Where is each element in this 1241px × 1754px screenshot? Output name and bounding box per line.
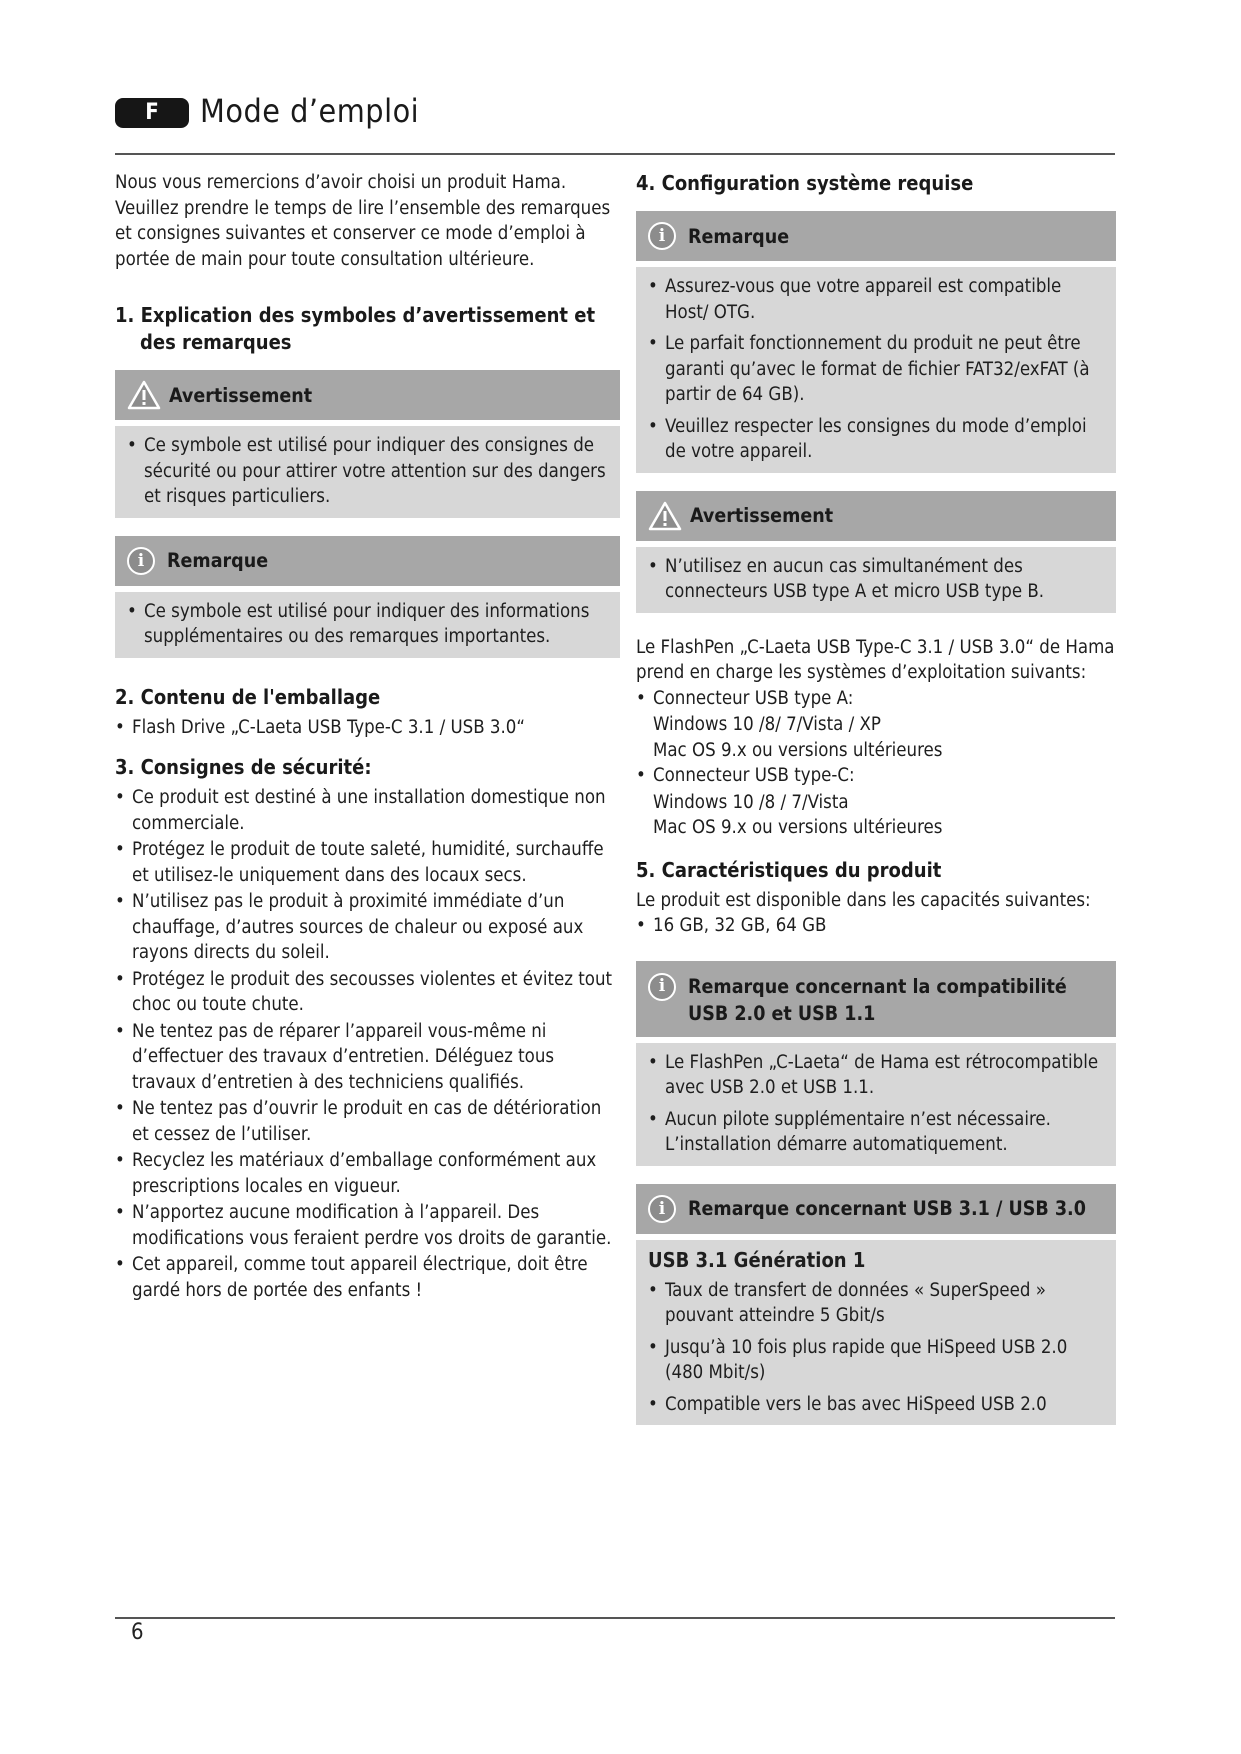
page-number: 6 bbox=[131, 1620, 144, 1645]
note-box-header bbox=[115, 536, 620, 586]
list-item: • Ne tentez pas d’ouvrir le produit en cas de détérioration et cessez de l’utiliser. bbox=[115, 1096, 620, 1147]
right-column bbox=[636, 170, 1116, 1425]
info-icon: i bbox=[127, 547, 155, 575]
warning-box-header bbox=[636, 491, 1116, 541]
section-3-title: 3. Consignes de sécurité: bbox=[115, 755, 372, 779]
os-connector-a bbox=[636, 686, 1116, 712]
warning-triangle-icon bbox=[648, 501, 682, 531]
warning-box-body bbox=[636, 547, 1116, 613]
title-line: USB 2.0 et USB 1.1 bbox=[688, 1001, 876, 1025]
intro-paragraph: Nous vous remercions d’avoir choisi un produit Hama. Veuillez prendre le temps de lire l’ensemble des remarques et consignes suivantes et conserver ce mode d’emploi à portée de main pour toute consultation ultérieure. bbox=[115, 172, 611, 270]
note-box-text: • Ce symbole est utilisé pour indiquer des informations supplémentaires ou des remarques importantes. bbox=[127, 599, 610, 650]
list-item: • Ce produit est destiné à une installation domestique non commerciale. bbox=[115, 785, 620, 836]
section-1-title: 1. Explication des symboles d’avertissement et des remarques bbox=[115, 303, 596, 354]
list-item: • Assurez-vous que votre appareil est compatible Host/ OTG. bbox=[648, 274, 1106, 325]
connector-label: Connecteur USB type A: bbox=[653, 687, 854, 709]
warning-box-title: Avertissement bbox=[169, 383, 313, 407]
list-item: • N’apportez aucune modification à l’appareil. Des modifications vous feraient perdre vos droits de garantie. bbox=[115, 1200, 620, 1251]
os-line: Mac OS 9.x ou versions ultérieures bbox=[653, 817, 943, 838]
note-box-header bbox=[636, 211, 1116, 261]
note-box-body bbox=[115, 592, 620, 658]
list-item: • Recyclez les matériaux d’emballage conformément aux prescriptions locales en vigueur. bbox=[115, 1148, 620, 1199]
list-item: • Protégez le produit de toute saleté, humidité, surchauffe et utilisez-le uniquement dans des locaux secs. bbox=[115, 837, 620, 888]
list-item: • N’utilisez pas le produit à proximité immédiate d’un chauffage, d’autres sources de chaleur ou exposé aux rayons directs du soleil. bbox=[115, 889, 620, 966]
list-item: • Le parfait fonctionnement du produit ne peut être garanti qu’avec le format de fichier FAT32/exFAT (à partir de 64 GB). bbox=[648, 331, 1106, 408]
capacities-list bbox=[636, 913, 1116, 939]
usb3-subtitle: USB 3.1 Génération 1 bbox=[648, 1247, 866, 1272]
warning-box-text: • Ce symbole est utilisé pour indiquer des consignes de sécurité ou pour attirer votre attention sur des dangers et risques particuliers. bbox=[127, 433, 610, 510]
usb3-box-header bbox=[636, 1184, 1116, 1234]
page-title: Mode d’emploi bbox=[200, 92, 420, 130]
list-item: • Protégez le produit des secousses violentes et évitez tout choc ou toute chute. bbox=[115, 967, 620, 1018]
list-item: • Compatible vers le bas avec HiSpeed USB 2.0 bbox=[648, 1392, 1106, 1418]
compatibility-box-body bbox=[636, 1043, 1116, 1166]
warning-box-title: Avertissement bbox=[690, 504, 834, 527]
header-divider bbox=[115, 153, 1115, 155]
warning-box-body bbox=[115, 426, 620, 518]
list-item: • N’utilisez en aucun cas simultanément des connecteurs USB type A et micro USB type B. bbox=[648, 554, 1106, 605]
warning-box bbox=[115, 370, 620, 518]
list-item: • Cet appareil, comme tout appareil électrique, doit être gardé hors de portée des enfants ! bbox=[115, 1252, 620, 1303]
os-list bbox=[636, 763, 1116, 789]
requirements-note-box bbox=[636, 211, 1116, 473]
section-4-title: 4. Configuration système requise bbox=[636, 171, 974, 195]
compatibility-box-header bbox=[636, 961, 1116, 1037]
list-item: • Flash Drive „C-Laeta USB Type-C 3.1 / USB 3.0“ bbox=[115, 715, 620, 741]
compatibility-box-title bbox=[688, 973, 1067, 1027]
os-line: Windows 10 /8/ 7/Vista / XP bbox=[653, 714, 881, 735]
note-box bbox=[115, 536, 620, 658]
usb3-box-title: Remarque concernant USB 3.1 / USB 3.0 bbox=[688, 1197, 1086, 1220]
package-contents-list bbox=[115, 715, 620, 741]
note-box-title: Remarque bbox=[167, 549, 269, 572]
os-line: Mac OS 9.x ou versions ultérieures bbox=[653, 739, 943, 761]
requirements-warning-box bbox=[636, 491, 1116, 613]
safety-list bbox=[115, 785, 620, 1303]
os-connector-c bbox=[636, 763, 1116, 789]
list-item: • Ne tentez pas de réparer l’appareil vous-même ni d’effectuer des travaux d’entretien. Déléguez tous travaux d’entretien à des techniciens qualifiés. bbox=[115, 1019, 620, 1096]
note-box-title: Remarque bbox=[688, 224, 790, 248]
usb3-note-box bbox=[636, 1184, 1116, 1426]
connector-label: Connecteur USB type-C: bbox=[653, 765, 855, 786]
list-item: • Taux de transfert de données « SuperSpeed » pouvant atteindre 5 Gbit/s bbox=[648, 1278, 1106, 1329]
warning-box-header bbox=[115, 370, 620, 420]
capacities-text: Le produit est disponible dans les capacités suivantes: bbox=[636, 889, 1091, 911]
os-intro: Le FlashPen „C-Laeta USB Type-C 3.1 / USB 3.0“ de Hama prend en charge les systèmes d’exploitation suivants: bbox=[636, 636, 1115, 683]
info-icon: i bbox=[648, 222, 676, 250]
footer-divider bbox=[115, 1617, 1115, 1619]
info-icon: i bbox=[648, 973, 676, 1001]
section-2-title: 2. Contenu de l'emballage bbox=[115, 684, 381, 709]
note-box-body bbox=[636, 267, 1116, 473]
warning-triangle-icon bbox=[127, 380, 161, 410]
language-badge: F bbox=[115, 98, 189, 128]
list-item: • Veuillez respecter les consignes du mode d’emploi de votre appareil. bbox=[648, 414, 1106, 465]
os-list bbox=[636, 686, 1116, 712]
list-item: • Jusqu’à 10 fois plus rapide que HiSpeed USB 2.0 (480 Mbit/s) bbox=[648, 1335, 1106, 1386]
page-header bbox=[115, 92, 1115, 136]
section-5-title: 5. Caractéristiques du produit bbox=[636, 857, 942, 882]
list-item: • Le FlashPen „C-Laeta“ de Hama est rétrocompatible avec USB 2.0 et USB 1.1. bbox=[648, 1050, 1106, 1101]
os-line: Windows 10 /8 / 7/Vista bbox=[653, 791, 849, 813]
title-line: Remarque concernant la compatibilité bbox=[688, 974, 1067, 998]
info-icon: i bbox=[648, 1195, 676, 1223]
usb3-box-body bbox=[636, 1240, 1116, 1426]
list-item: • 16 GB, 32 GB, 64 GB bbox=[636, 913, 1116, 939]
compatibility-note-box bbox=[636, 961, 1116, 1166]
list-item: • Aucun pilote supplémentaire n’est nécessaire. L’installation démarre automatiquement. bbox=[648, 1107, 1106, 1158]
left-column bbox=[115, 170, 620, 1304]
